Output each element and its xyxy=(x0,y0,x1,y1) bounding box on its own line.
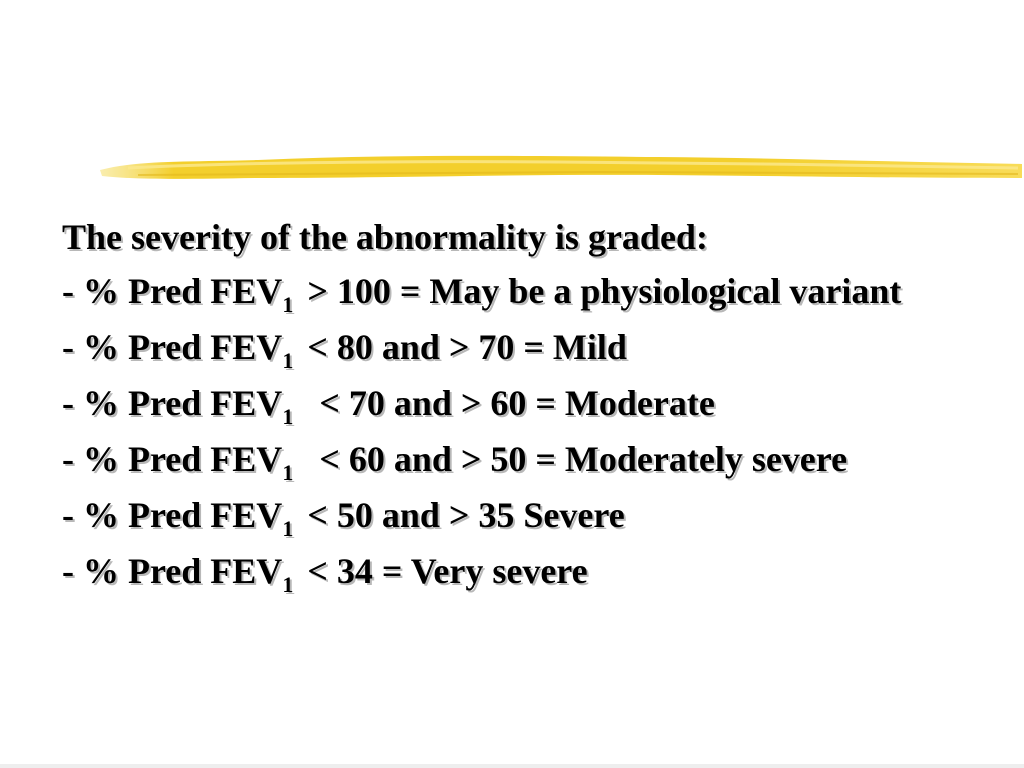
item-subscript: 1 xyxy=(282,516,294,541)
item-text: < 34 = Very severe xyxy=(307,551,588,591)
severity-list xyxy=(62,270,962,597)
item-prefix: - % Pred FEV xyxy=(62,439,283,479)
item-subscript: 1 xyxy=(282,572,294,597)
item-prefix: - % Pred FEV xyxy=(62,271,283,311)
item-text: < 70 and > 60 = Moderate xyxy=(319,383,715,423)
item-prefix: - % Pred FEV xyxy=(62,383,283,423)
yellow-brush-stroke xyxy=(98,148,1024,190)
severity-item xyxy=(62,438,962,485)
item-prefix: - % Pred FEV xyxy=(62,495,283,535)
brush-stroke-main xyxy=(100,156,1022,179)
slide-body xyxy=(62,216,962,606)
severity-item xyxy=(62,550,962,597)
item-subscript: 1 xyxy=(282,404,294,429)
severity-item xyxy=(62,326,962,373)
slide-heading: The severity of the abnormality is graded: xyxy=(62,217,708,257)
item-text: < 50 and > 35 Severe xyxy=(307,495,625,535)
severity-item xyxy=(62,494,962,541)
item-subscript: 1 xyxy=(282,292,294,317)
item-subscript: 1 xyxy=(282,460,294,485)
item-text: < 60 and > 50 = Moderately severe xyxy=(319,439,848,479)
severity-item xyxy=(62,270,962,317)
item-prefix: - % Pred FEV xyxy=(62,551,283,591)
item-prefix: - % Pred FEV xyxy=(62,327,283,367)
item-text: < 80 and > 70 = Mild xyxy=(307,327,627,367)
bottom-rule xyxy=(0,764,1024,768)
item-subscript: 1 xyxy=(282,348,294,373)
item-text: > 100 = May be a physiological variant xyxy=(307,271,902,311)
severity-item xyxy=(62,382,962,429)
